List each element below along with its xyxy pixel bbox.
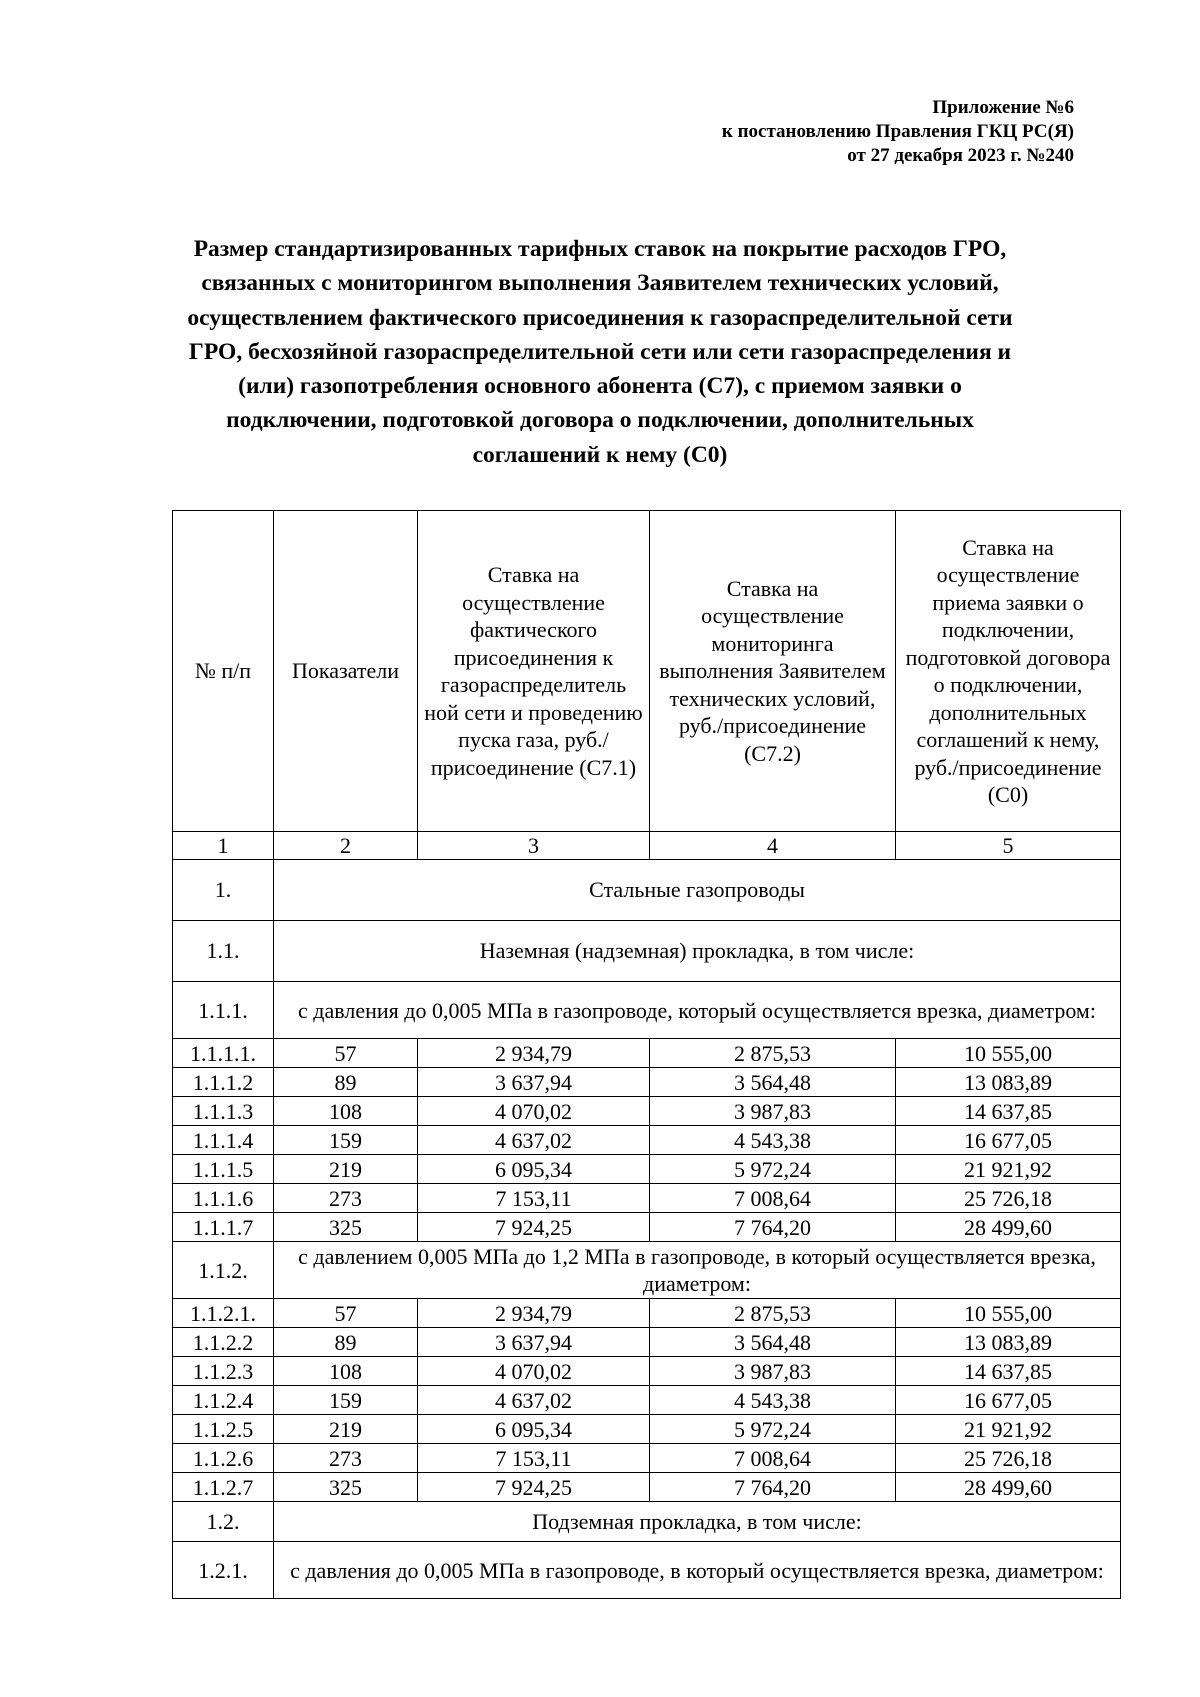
diameter-cell: 108 bbox=[274, 1097, 418, 1126]
rate-c0-cell: 10 555,00 bbox=[896, 1039, 1121, 1068]
row-number-cell: 1.1.1.6 bbox=[173, 1184, 274, 1213]
title-line: ГРО, бесхозяйной газораспределительной сети или сети газораспределения и bbox=[188, 338, 1012, 365]
data-group-1-1-2 bbox=[173, 1299, 1121, 1502]
column-number-row bbox=[173, 832, 1121, 860]
rate-c71-cell: 3 637,94 bbox=[418, 1068, 650, 1097]
row-number-cell: 1.1.2.2 bbox=[173, 1328, 274, 1357]
rate-c71-cell: 7 153,11 bbox=[418, 1444, 650, 1473]
table-row bbox=[173, 1357, 1121, 1386]
section-title: с давлением 0,005 МПа до 1,2 МПа в газопроводе, в который осуществляется врезка, диаметром: bbox=[274, 1242, 1121, 1299]
title-line: (или) газопотребления основного абонента (С7), с приемом заявки о bbox=[238, 373, 962, 400]
row-number-cell: 1.1.1.3 bbox=[173, 1097, 274, 1126]
rate-c0-cell: 25 726,18 bbox=[896, 1184, 1121, 1213]
diameter-cell: 159 bbox=[274, 1386, 418, 1415]
rate-c71-cell: 3 637,94 bbox=[418, 1328, 650, 1357]
subsection-row bbox=[173, 1242, 1121, 1299]
diameter-cell: 219 bbox=[274, 1415, 418, 1444]
row-number-cell: 1.1.2.5 bbox=[173, 1415, 274, 1444]
column-number: 2 bbox=[274, 832, 418, 860]
section-title: Стальные газопроводы bbox=[274, 860, 1121, 921]
section-number: 1. bbox=[173, 860, 274, 921]
title-line: Размер стандартизированных тарифных ставок на покрытие расходов ГРО, bbox=[193, 236, 1007, 262]
diameter-cell: 219 bbox=[274, 1155, 418, 1184]
rate-c72-cell: 7 008,64 bbox=[650, 1444, 896, 1473]
header-indicator: Показатели bbox=[274, 511, 418, 832]
table-row bbox=[173, 1473, 1121, 1502]
rate-c72-cell: 3 987,83 bbox=[650, 1357, 896, 1386]
title-line: подключении, подготовкой договора о подключении, дополнительных bbox=[226, 407, 974, 434]
header-rate-c71: Ставка на осуществление фактического присоединения к газораспределитель ной сети и проведению пуска газа, руб./присоединение (С7.1) bbox=[418, 511, 650, 832]
column-number: 4 bbox=[650, 832, 896, 860]
table-row bbox=[173, 1068, 1121, 1097]
rate-c72-cell: 3 564,48 bbox=[650, 1068, 896, 1097]
rate-c72-cell: 5 972,24 bbox=[650, 1415, 896, 1444]
rate-c72-cell: 7 008,64 bbox=[650, 1184, 896, 1213]
appendix-line-1: Приложение №6 bbox=[932, 97, 1074, 118]
tariff-table bbox=[172, 510, 1121, 1599]
diameter-cell: 57 bbox=[274, 1299, 418, 1328]
column-number: 3 bbox=[418, 832, 650, 860]
rate-c72-cell: 3 564,48 bbox=[650, 1328, 896, 1357]
rate-c71-cell: 4 070,02 bbox=[418, 1097, 650, 1126]
table-row bbox=[173, 1299, 1121, 1328]
table-row bbox=[173, 1444, 1121, 1473]
section-number: 1.1.1. bbox=[173, 982, 274, 1039]
rate-c71-cell: 2 934,79 bbox=[418, 1039, 650, 1068]
appendix-header bbox=[722, 96, 1074, 168]
diameter-cell: 89 bbox=[274, 1328, 418, 1357]
rate-c71-cell: 4 637,02 bbox=[418, 1386, 650, 1415]
rate-c0-cell: 16 677,05 bbox=[896, 1386, 1121, 1415]
rate-c71-cell: 4 070,02 bbox=[418, 1357, 650, 1386]
header-row bbox=[173, 511, 1121, 832]
header-rate-c72: Ставка на осуществление мониторинга выполнения Заявителем технических условий, руб./присоединение (С7.2) bbox=[650, 511, 896, 832]
header-rate-c0: Ставка на осуществление приема заявки о подключении, подготовкой договора о подключении, дополнительных соглашений к нему, руб./присоединение (С0) bbox=[896, 511, 1121, 832]
diameter-cell: 325 bbox=[274, 1473, 418, 1502]
section-number: 1.2.1. bbox=[173, 1542, 274, 1599]
subsection-row bbox=[173, 1542, 1121, 1599]
table-row bbox=[173, 1415, 1121, 1444]
subsection-row bbox=[173, 982, 1121, 1039]
diameter-cell: 108 bbox=[274, 1357, 418, 1386]
rate-c0-cell: 13 083,89 bbox=[896, 1068, 1121, 1097]
rate-c72-cell: 3 987,83 bbox=[650, 1097, 896, 1126]
title-line: связанных с мониторингом выполнения Заявителем технических условий, bbox=[201, 270, 999, 297]
row-number-cell: 1.1.1.2 bbox=[173, 1068, 274, 1097]
header-number: № п/п bbox=[173, 511, 274, 832]
rate-c0-cell: 13 083,89 bbox=[896, 1328, 1121, 1357]
diameter-cell: 273 bbox=[274, 1184, 418, 1213]
section-title: с давления до 0,005 МПа в газопроводе, в который осуществляется врезка, диаметром: bbox=[274, 1542, 1121, 1599]
row-number-cell: 1.1.1.4 bbox=[173, 1126, 274, 1155]
table-row bbox=[173, 1039, 1121, 1068]
rate-c72-cell: 4 543,38 bbox=[650, 1126, 896, 1155]
section-number: 1.1.2. bbox=[173, 1242, 274, 1299]
diameter-cell: 89 bbox=[274, 1068, 418, 1097]
row-number-cell: 1.1.2.3 bbox=[173, 1357, 274, 1386]
table-row bbox=[173, 1126, 1121, 1155]
section-title: с давления до 0,005 МПа в газопроводе, который осуществляется врезка, диаметром: bbox=[274, 982, 1121, 1039]
rate-c71-cell: 7 924,25 bbox=[418, 1213, 650, 1242]
diameter-cell: 273 bbox=[274, 1444, 418, 1473]
rate-c0-cell: 14 637,85 bbox=[896, 1097, 1121, 1126]
column-number: 1 bbox=[173, 832, 274, 860]
rate-c71-cell: 6 095,34 bbox=[418, 1415, 650, 1444]
row-number-cell: 1.1.2.1. bbox=[173, 1299, 274, 1328]
diameter-cell: 159 bbox=[274, 1126, 418, 1155]
title-line: соглашений к нему (С0) bbox=[472, 441, 728, 468]
row-number-cell: 1.1.2.6 bbox=[173, 1444, 274, 1473]
rate-c0-cell: 28 499,60 bbox=[896, 1213, 1121, 1242]
rate-c72-cell: 7 764,20 bbox=[650, 1473, 896, 1502]
table-row bbox=[173, 1386, 1121, 1415]
section-row bbox=[173, 1502, 1121, 1542]
row-number-cell: 1.1.2.4 bbox=[173, 1386, 274, 1415]
rate-c0-cell: 14 637,85 bbox=[896, 1357, 1121, 1386]
column-number: 5 bbox=[896, 832, 1121, 860]
diameter-cell: 57 bbox=[274, 1039, 418, 1068]
table-row bbox=[173, 1155, 1121, 1184]
document-title bbox=[150, 232, 1050, 472]
table-row bbox=[173, 1213, 1121, 1242]
row-number-cell: 1.1.1.7 bbox=[173, 1213, 274, 1242]
rate-c71-cell: 7 924,25 bbox=[418, 1473, 650, 1502]
rate-c71-cell: 7 153,11 bbox=[418, 1184, 650, 1213]
table-row bbox=[173, 1328, 1121, 1357]
section-title: Наземная (надземная) прокладка, в том числе: bbox=[274, 921, 1121, 982]
data-group-1-1-1 bbox=[173, 1039, 1121, 1242]
rate-c71-cell: 4 637,02 bbox=[418, 1126, 650, 1155]
rate-c0-cell: 16 677,05 bbox=[896, 1126, 1121, 1155]
section-row bbox=[173, 921, 1121, 982]
section-number: 1.2. bbox=[173, 1502, 274, 1542]
row-number-cell: 1.1.1.1. bbox=[173, 1039, 274, 1068]
rate-c72-cell: 4 543,38 bbox=[650, 1386, 896, 1415]
table-row bbox=[173, 1097, 1121, 1126]
section-row bbox=[173, 860, 1121, 921]
rate-c72-cell: 7 764,20 bbox=[650, 1213, 896, 1242]
appendix-line-3: от 27 декабря 2023 г. №240 bbox=[847, 145, 1074, 166]
rate-c72-cell: 2 875,53 bbox=[650, 1299, 896, 1328]
rate-c72-cell: 2 875,53 bbox=[650, 1039, 896, 1068]
section-number: 1.1. bbox=[173, 921, 274, 982]
row-number-cell: 1.1.2.7 bbox=[173, 1473, 274, 1502]
diameter-cell: 325 bbox=[274, 1213, 418, 1242]
rate-c71-cell: 2 934,79 bbox=[418, 1299, 650, 1328]
section-title: Подземная прокладка, в том числе: bbox=[274, 1502, 1121, 1542]
row-number-cell: 1.1.1.5 bbox=[173, 1155, 274, 1184]
rate-c0-cell: 25 726,18 bbox=[896, 1444, 1121, 1473]
rate-c0-cell: 21 921,92 bbox=[896, 1415, 1121, 1444]
rate-c72-cell: 5 972,24 bbox=[650, 1155, 896, 1184]
title-line: осуществлением фактического присоединения к газораспределительной сети bbox=[187, 304, 1013, 331]
rate-c0-cell: 10 555,00 bbox=[896, 1299, 1121, 1328]
rate-c0-cell: 28 499,60 bbox=[896, 1473, 1121, 1502]
rate-c0-cell: 21 921,92 bbox=[896, 1155, 1121, 1184]
appendix-line-2: к постановлению Правления ГКЦ РС(Я) bbox=[721, 121, 1074, 142]
rate-c71-cell: 6 095,34 bbox=[418, 1155, 650, 1184]
table-row bbox=[173, 1184, 1121, 1213]
